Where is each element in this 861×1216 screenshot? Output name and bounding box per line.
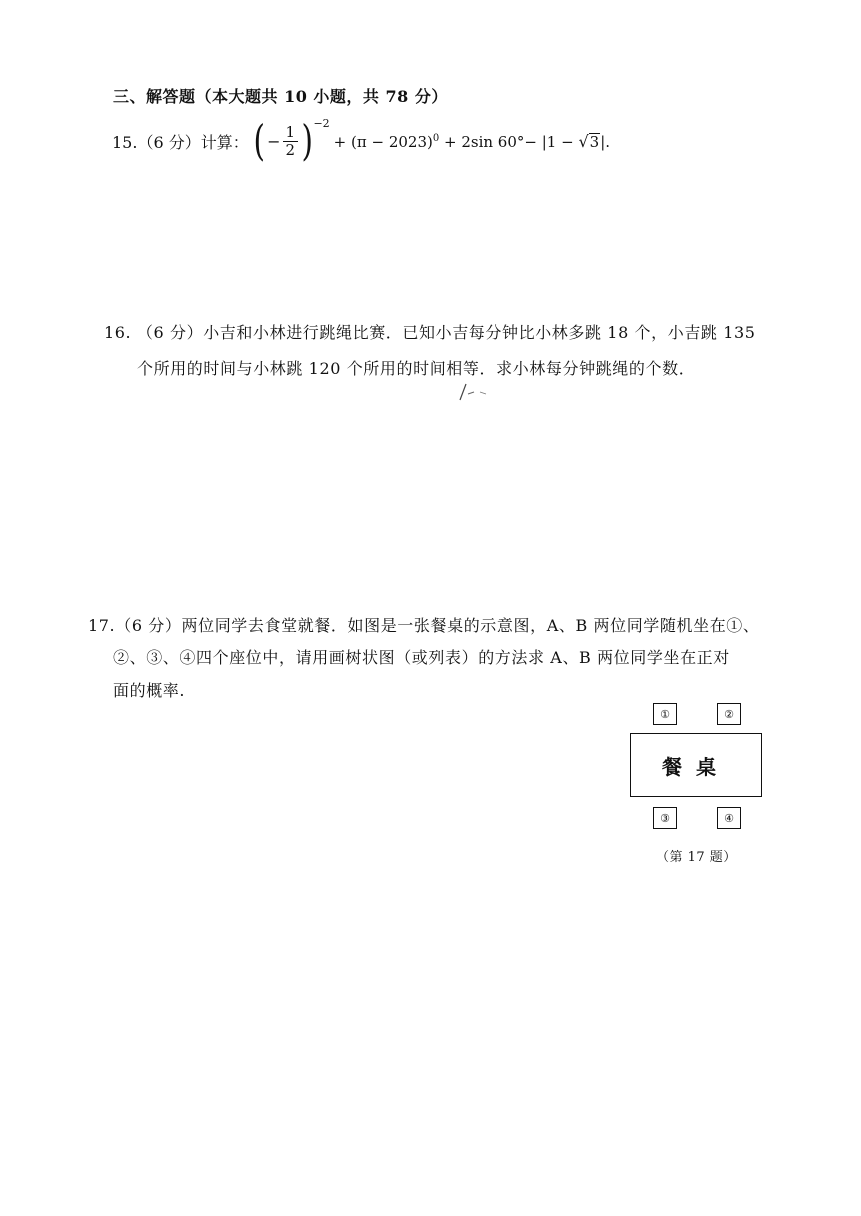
q15-sqrt-value: 3 [589,133,600,151]
dining-table: 餐桌 [630,733,762,797]
question-15 [112,116,611,165]
q17-line-3: 面的概率. [113,681,186,700]
q15-expr-a-exp: 0 [432,132,440,144]
q15-fraction [283,124,299,158]
radical-sign: √ [578,131,589,151]
q15-fraction-term [251,116,330,165]
q15-frac-numerator: 1 [283,124,299,142]
q17-line-1: 17.（6 分）两位同学去食堂就餐．如图是一张餐桌的示意图，A、B 两位同学随机坐在①、 [88,616,760,635]
seat-2: ② [717,703,741,725]
q15-frac-denominator: 2 [285,140,296,159]
q16-line-2: 个所用的时间与小林跳 120 个所用的时间相等．求小林每分钟跳绳的个数． [137,359,696,378]
seat-4: ④ [717,807,741,829]
q15-expr-end: |. [600,132,611,151]
q17-line-2: ②、③、④四个座位中，请用画树状图（或列表）的方法求 A、B 两位同学坐在正对 [113,648,730,667]
q15-expr-b: + 2sin 60°− |1 − [439,132,579,151]
seat-3: ③ [653,807,677,829]
sqrt-symbol [578,132,600,151]
q15-frac-minus: − [267,131,281,151]
q15-expr-a-base: + (π − 2023) [333,132,433,151]
q15-expr-a [334,132,610,151]
left-paren: ( [253,116,265,165]
figure-caption: （第 17 题） [656,850,737,865]
q15-exponent: −2 [313,116,330,130]
q15-prefix: 15.（6 分）计算： [112,132,249,152]
q16-line-1: 16. （6 分）小吉和小林进行跳绳比赛．已知小吉每分钟比小林多跳 18 个，小吉跳 135 [104,323,756,342]
seat-1: ① [653,703,677,725]
right-paren: ) [301,116,313,165]
stray-pencil-mark [450,380,500,430]
section-title: 三、解答题（本大题共 10 小题，共 78 分） [113,87,448,106]
